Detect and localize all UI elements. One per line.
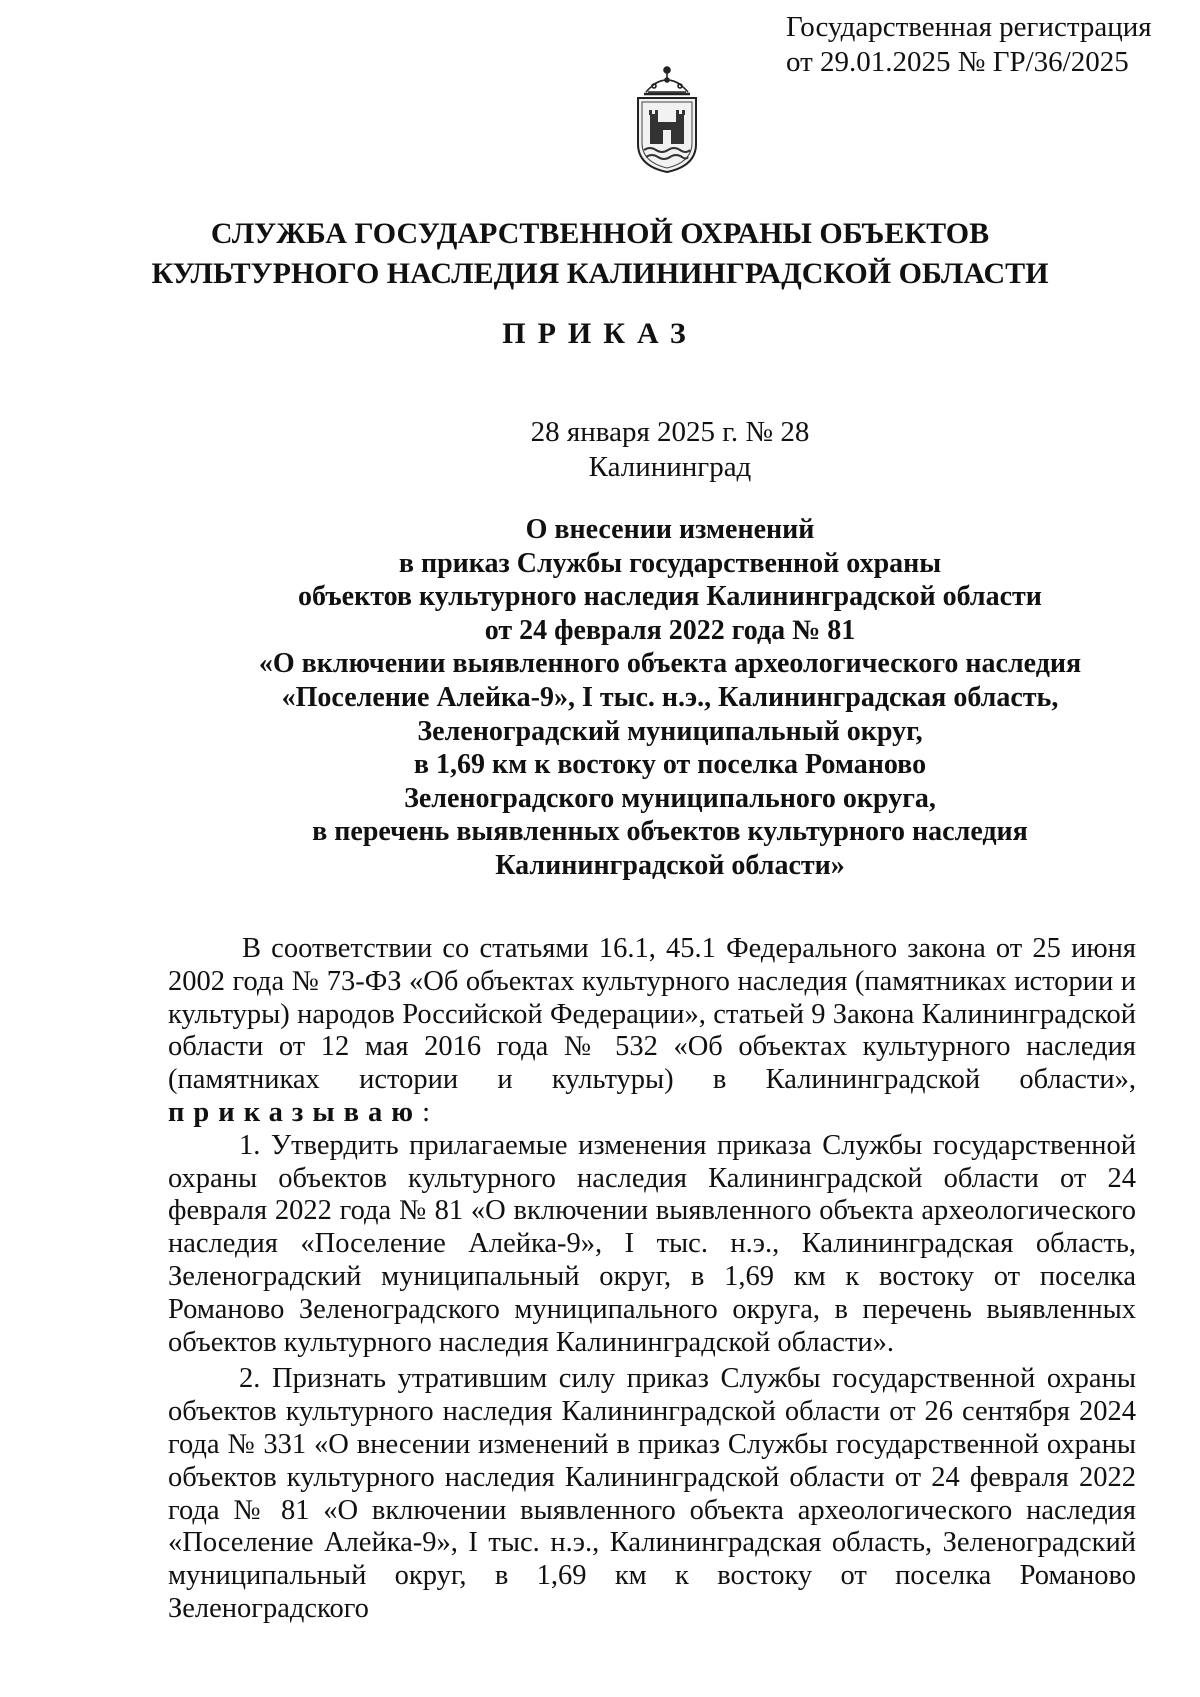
preamble-text: В соответствии со статьями 16.1, 45.1 Федерального закона от 25 июня 2002 года № 73-ФЗ «Об объектах культурного наследия (памятниках истории и культуры) народов Российской Федерации», статьей 9 Закона Калининградской области от 12 мая 2016 года № 532 «Об объектах культурного наследия (памятниках истории и культуры) в Калининградской области», [168,933,1136,1096]
coat-of-arms-icon [630,62,704,174]
subject-line: объектов культурного наследия Калининградской области [298,581,1042,613]
preamble-paragraph [168,933,1136,1130]
subject-line: «О включении выявленного объекта археологического наследия [258,648,1082,680]
organization-name [0,214,1200,294]
subject-line: в приказ Службы государственной охраны [398,547,942,579]
order-colon: : [422,1096,430,1128]
date-and-place [0,415,1200,485]
organization-name-line-2: КУЛЬТУРНОГО НАСЛЕДИЯ КАЛИНИНГРАДСКОЙ ОБЛАСТИ [151,257,1049,290]
subject-line: Зеленоградский муниципальный округ, [417,715,923,747]
subject-line: от 24 февраля 2022 года № 81 [484,614,856,646]
registration-line-2: от 29.01.2025 № ГР/36/2025 [786,46,1129,78]
document-type: ПРИКАЗ [502,317,698,350]
order-item-2: 2. Признать утратившим силу приказ Службы государственной охраны объектов культурного наследия Калининградской области от 26 сентября 2024 года № 331 «О внесении изменений в приказ Службы государственной охраны объектов культурного наследия Калининградской области от 24 февраля 2022 года № 81 «О включении выявленного объекта археологического наследия «Поселение Алейка-9», I тыс. н.э., Калининградская область, Зеленоградский муниципальный округ, в 1,69 км к востоку от поселка Романово Зеленоградского [168,1363,1136,1624]
subject-line: в перечень выявленных объектов культурного наследия [312,816,1028,848]
subject-line: Калининградской области» [495,849,845,881]
document-subject [0,513,1200,883]
place: Калининград [588,451,752,483]
document-body [168,933,1136,1626]
registration-stamp [786,10,1186,80]
organization-name-line-1: СЛУЖБА ГОСУДАРСТВЕННОЙ ОХРАНЫ ОБЪЕКТОВ [210,217,990,250]
subject-line: в 1,69 км к востоку от поселка Романово [413,749,927,781]
subject-line: Зеленоградского муниципального округа, [404,782,936,814]
registration-line-1: Государственная регистрация [786,11,1152,43]
subject-line: О внесении изменений [525,514,815,545]
order-item-1: 1. Утвердить прилагаемые изменения приказа Службы государственной охраны объектов культурного наследия Калининградской области от 24 февраля 2022 года № 81 «О включении выявленного объекта археологического наследия «Поселение Алейка-9», I тыс. н.э., Калининградская область, Зеленоградский муниципальный округ, в 1,69 км к востоку от поселка Романово Зеленоградского муниципального округа, в перечень выявленных объектов культурного наследия Калининградской области». [168,1129,1136,1358]
date-number: 28 января 2025 г. № 28 [530,416,810,448]
subject-line: «Поселение Алейка-9», I тыс. н.э., Калининградская область, [281,681,1059,713]
order-word: приказываю [168,1096,423,1128]
